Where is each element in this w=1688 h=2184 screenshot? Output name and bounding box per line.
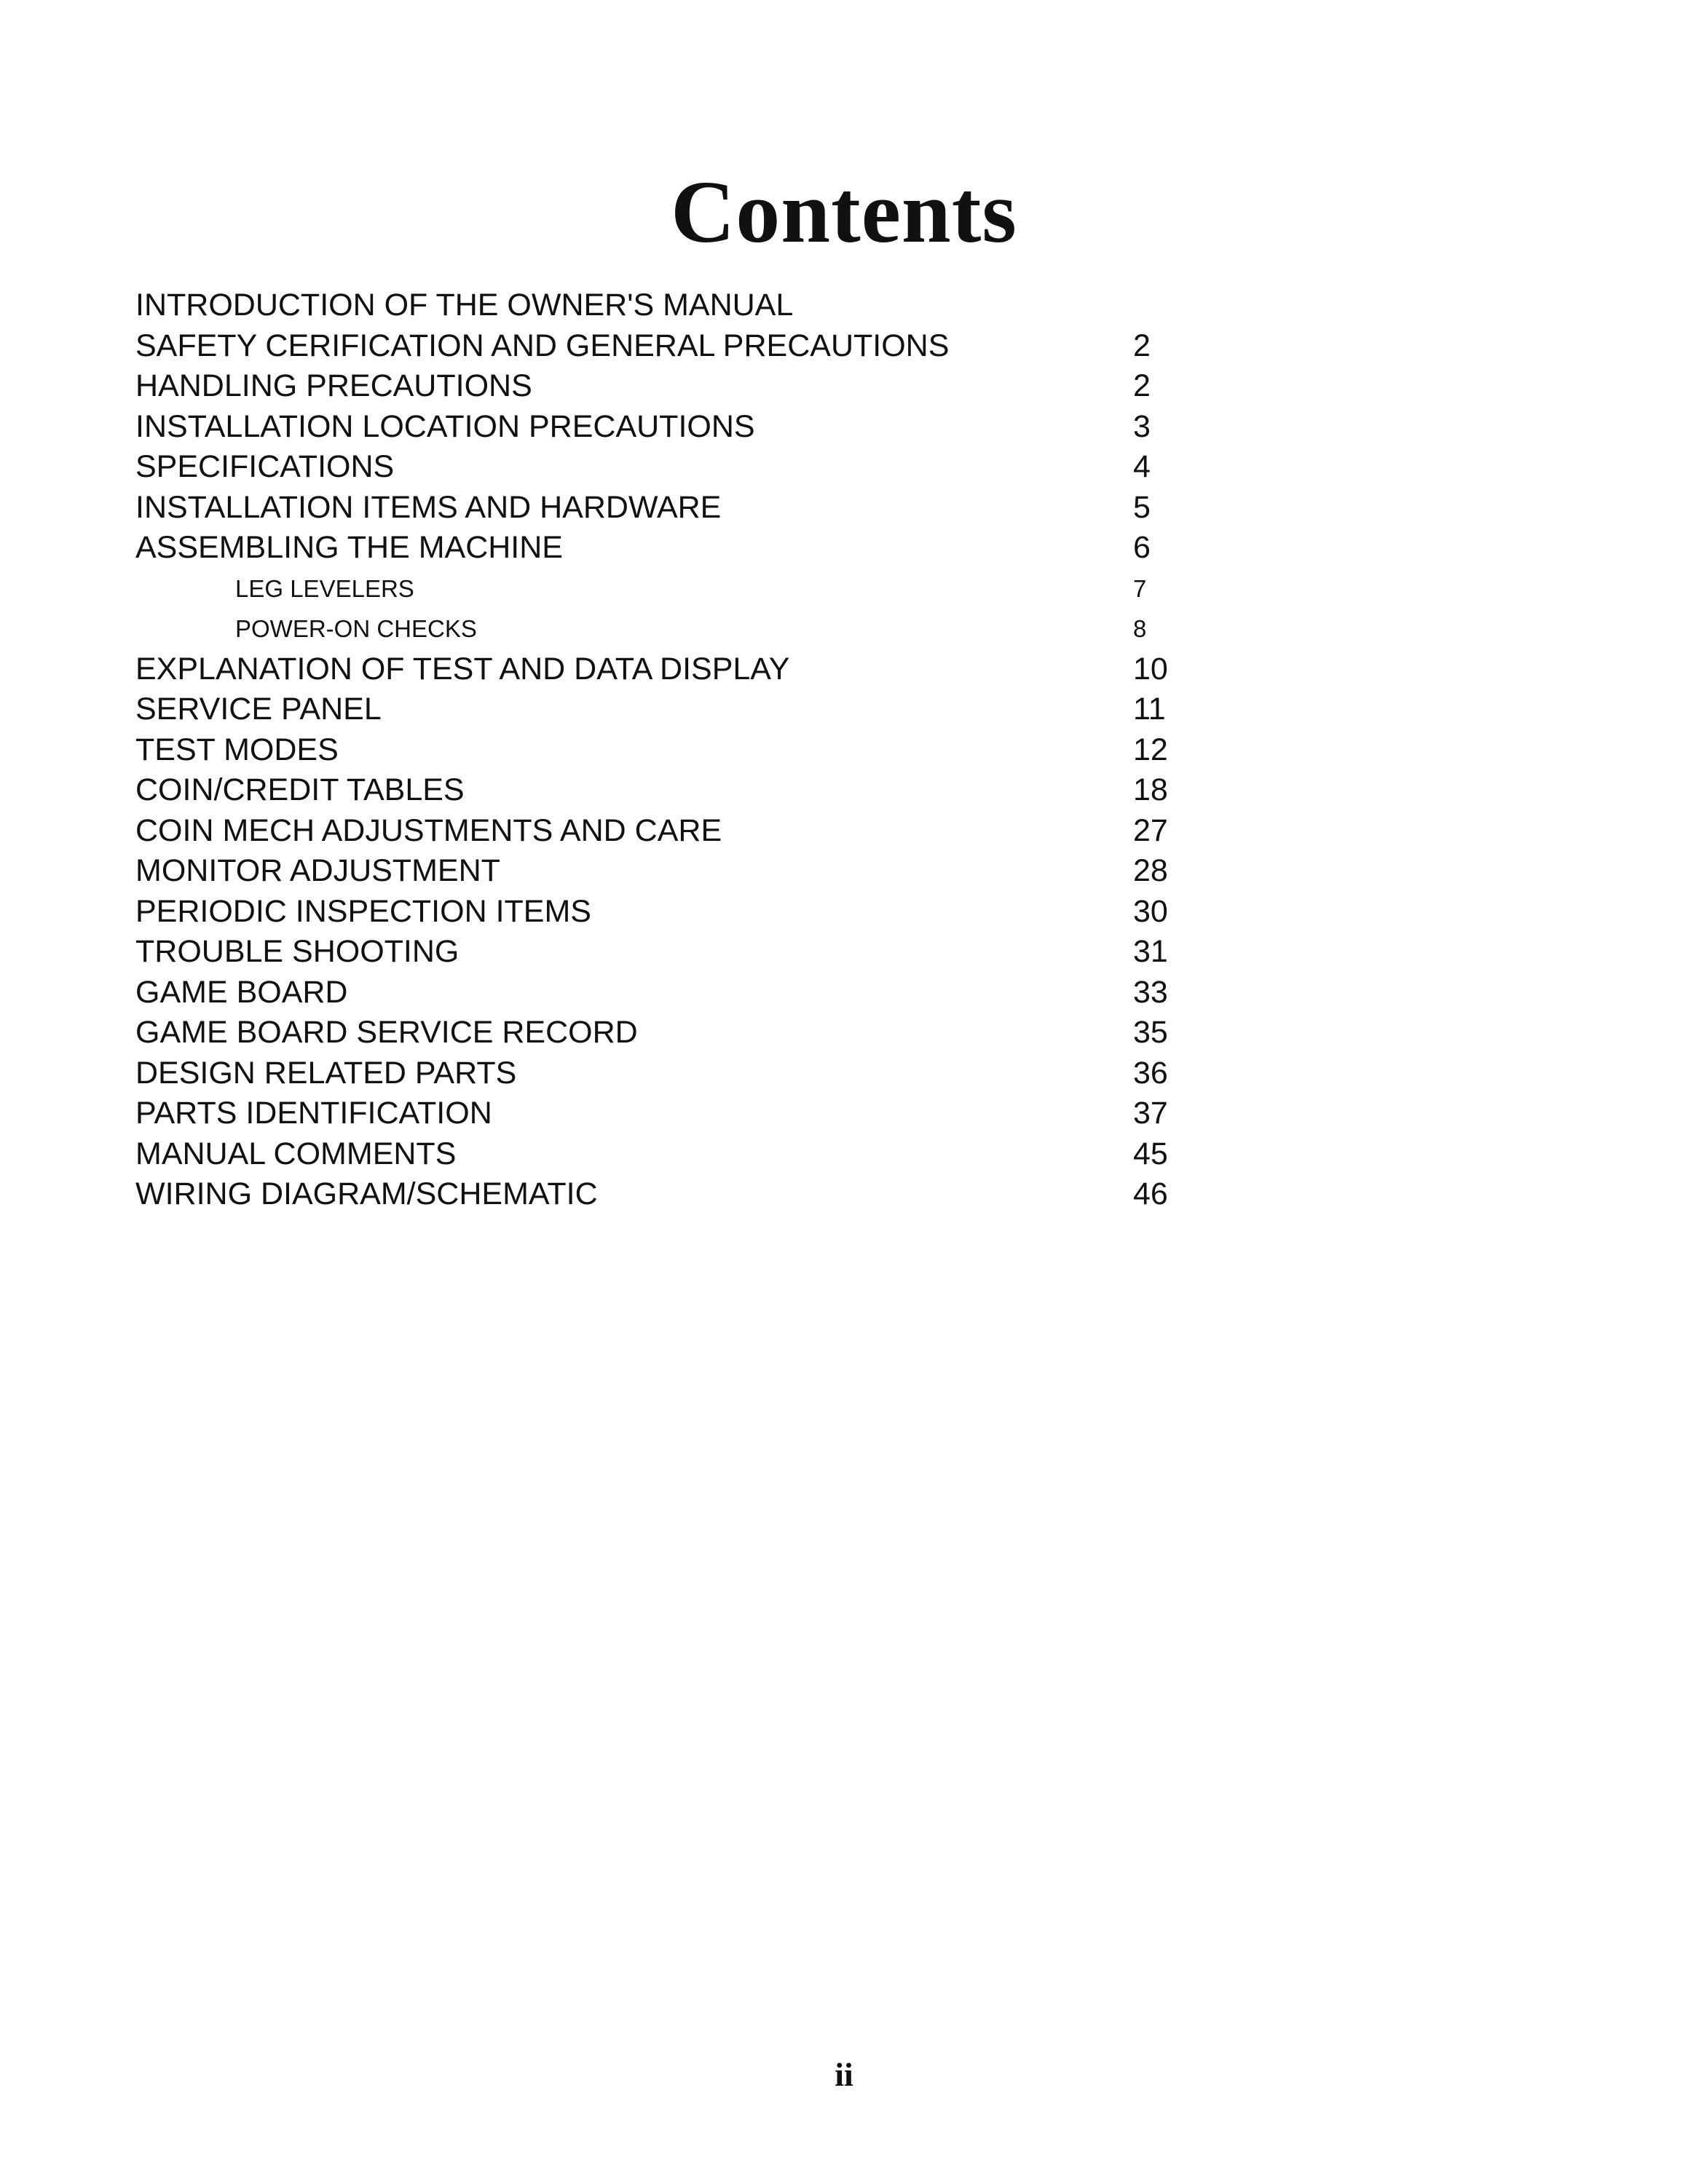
toc-entry-label: SERVICE PANEL	[135, 692, 382, 727]
page-number: ii	[835, 2056, 853, 2093]
toc-entry	[135, 1013, 1177, 1053]
toc-entry-page: 2	[1133, 328, 1151, 363]
toc-entry-label: EXPLANATION OF TEST AND DATA DISPLAY	[135, 651, 790, 687]
toc-entry-page: 33	[1133, 974, 1168, 1010]
page-title: Contents	[671, 162, 1017, 261]
toc-entry-label: LEG LEVELERS	[235, 574, 414, 602]
toc-subentry	[135, 569, 1177, 609]
toc-entry	[135, 447, 1177, 488]
toc-entry	[135, 892, 1177, 933]
toc-entry-page: 5	[1133, 489, 1151, 525]
toc-entry-label: TROUBLE SHOOTING	[135, 934, 460, 969]
toc-entry-page: 8	[1133, 615, 1147, 642]
toc-entry	[135, 770, 1177, 811]
toc-entry-label: INTRODUCTION OF THE OWNER'S MANUAL	[135, 288, 794, 323]
toc-entry-page: 37	[1133, 1096, 1168, 1131]
toc-entry-page: 7	[1133, 574, 1147, 602]
toc-entry-page: 46	[1133, 1176, 1168, 1211]
toc-entry-label: PERIODIC INSPECTION ITEMS	[135, 893, 591, 929]
toc-entry-page: 3	[1133, 408, 1151, 444]
toc-entry	[135, 407, 1177, 448]
toc-entry-label: COIN MECH ADJUSTMENTS AND CARE	[135, 812, 722, 848]
toc-entry-label: DESIGN RELATED PARTS	[135, 1055, 517, 1091]
toc-entry-label: PARTS IDENTIFICATION	[135, 1096, 492, 1131]
toc-entry-label: SPECIFICATIONS	[135, 449, 395, 484]
toc-entry-label: INSTALLATION LOCATION PRECAUTIONS	[135, 408, 755, 444]
toc-entry-page: 30	[1133, 893, 1168, 929]
toc-entry	[135, 326, 1177, 367]
toc-entry	[135, 1053, 1177, 1094]
toc-entry-label: MONITOR ADJUSTMENT	[135, 853, 500, 888]
toc-entry-label: WIRING DIAGRAM/SCHEMATIC	[135, 1176, 598, 1211]
toc-entry	[135, 811, 1177, 852]
toc-entry-label: GAME BOARD SERVICE RECORD	[135, 1015, 638, 1050]
toc-entry-label: MANUAL COMMENTS	[135, 1136, 457, 1171]
toc-entry	[135, 932, 1177, 973]
toc-entry-page: 35	[1133, 1015, 1168, 1050]
toc-entry-page: 18	[1133, 772, 1168, 807]
toc-entry-label: ASSEMBLING THE MACHINE	[135, 530, 563, 565]
toc-entry	[135, 689, 1177, 730]
toc-entry-label: HANDLING PRECAUTIONS	[135, 368, 532, 403]
toc-entry-page: 28	[1133, 853, 1168, 888]
toc-entry-label: INSTALLATION ITEMS AND HARDWARE	[135, 489, 722, 525]
toc-entry-label: TEST MODES	[135, 732, 339, 767]
toc-entry-page: 10	[1133, 651, 1168, 687]
toc-subentry	[135, 609, 1177, 649]
toc-entry-label: POWER-ON CHECKS	[235, 615, 477, 642]
toc-entry-page: 11	[1133, 692, 1166, 727]
toc-entry-page: 45	[1133, 1136, 1168, 1171]
toc-entry-page: 27	[1133, 812, 1168, 848]
toc-entry-page: 36	[1133, 1055, 1168, 1091]
toc-entry	[135, 730, 1177, 771]
toc-entry	[135, 488, 1177, 529]
toc-entry-page: 31	[1133, 934, 1168, 969]
toc-entry	[135, 1134, 1177, 1175]
toc-entry	[135, 973, 1177, 1013]
toc-entry	[135, 528, 1177, 569]
table-of-contents	[135, 285, 1177, 1215]
toc-entry	[135, 285, 1177, 326]
toc-entry	[135, 1174, 1177, 1215]
toc-entry	[135, 1093, 1177, 1134]
toc-entry-page: 12	[1133, 732, 1168, 767]
toc-entry-page: 2	[1133, 368, 1151, 403]
toc-entry-label: SAFETY CERIFICATION AND GENERAL PRECAUTIONS	[135, 328, 950, 363]
toc-entry-label: GAME BOARD	[135, 974, 348, 1010]
toc-entry	[135, 851, 1177, 892]
toc-entry	[135, 366, 1177, 407]
toc-entry	[135, 649, 1177, 690]
toc-entry-page: 4	[1133, 449, 1151, 484]
toc-entry-page: 6	[1133, 530, 1151, 565]
toc-entry-label: COIN/CREDIT TABLES	[135, 772, 465, 807]
